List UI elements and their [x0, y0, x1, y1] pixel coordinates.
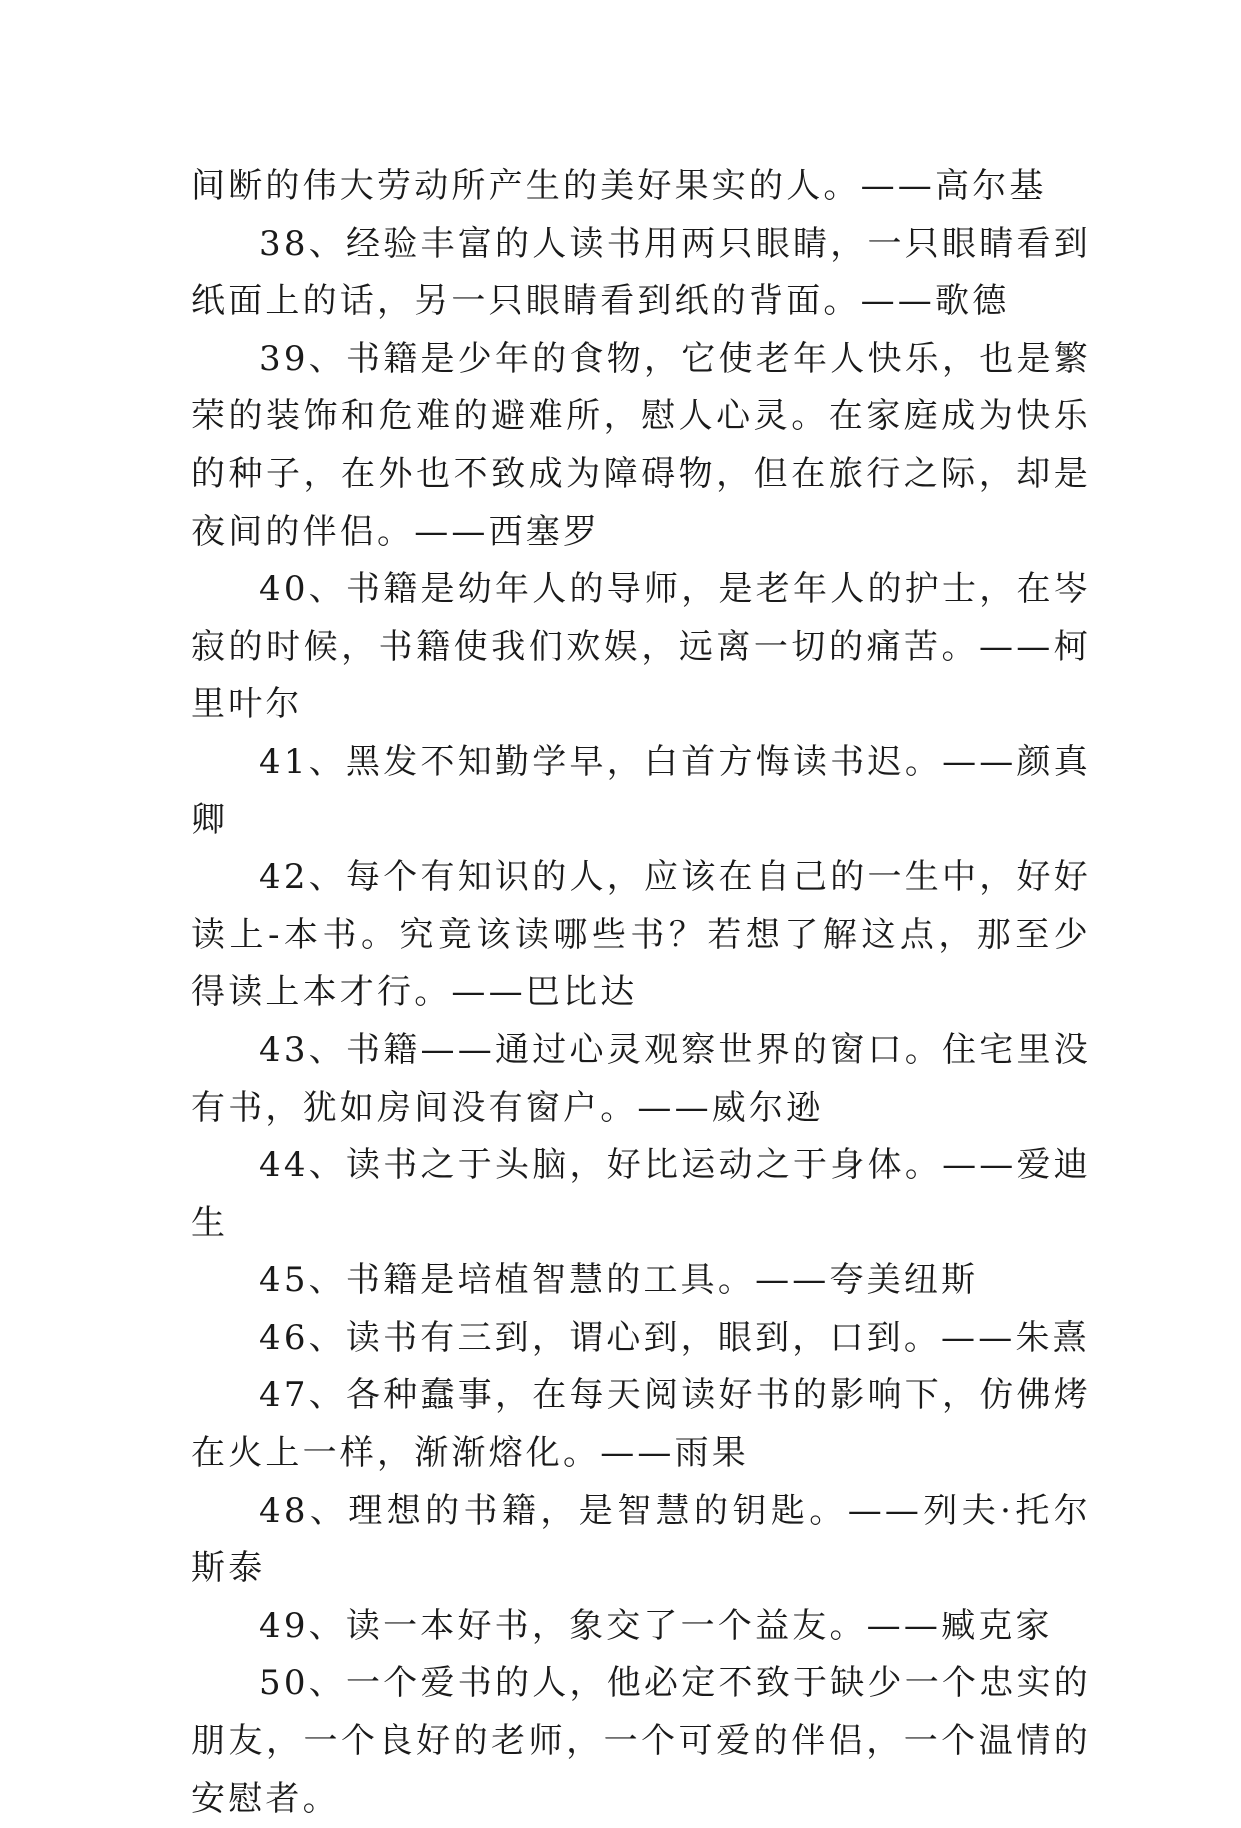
quote-paragraph: [191, 1137, 1091, 1252]
document-body: [191, 158, 1091, 1828]
quote-paragraph: [191, 1022, 1091, 1137]
quote-paragraph: [191, 1310, 1091, 1368]
quote-paragraph: [191, 1483, 1091, 1598]
quote-text: 44、读书之于头脑，好比运动之于身体。——爱迪生: [191, 1145, 1091, 1243]
quote-text: 间断的伟大劳动所产生的美好果实的人。——高尔基: [191, 166, 1047, 206]
quote-paragraph: [191, 331, 1091, 561]
quote-text: 48、理想的书籍，是智慧的钥匙。——列夫·托尔斯泰: [191, 1490, 1091, 1589]
quote-paragraph: [191, 561, 1091, 734]
quote-text: 39、书籍是少年的食物，它使老年人快乐，也是繁荣的装饰和危难的避难所，慰人心灵。在家庭成为快乐的种子，在外也不致成为障碍物，但在旅行之际，却是夜间的伴侣。——西塞罗: [191, 338, 1091, 552]
quote-paragraph: [191, 216, 1091, 331]
quote-paragraph: [191, 734, 1091, 849]
quote-paragraph: [191, 1252, 1091, 1310]
quote-text: 50、一个爱书的人，他必定不致于缺少一个忠实的朋友，一个良好的老师，一个可爱的伴侣，一个温情的安慰者。: [191, 1663, 1091, 1819]
quote-text: 41、黑发不知勤学早，白首方悔读书迟。——颜真卿: [191, 741, 1091, 840]
quote-paragraph: [191, 158, 1091, 216]
quote-paragraph: [191, 1367, 1091, 1482]
quote-text: 42、每个有知识的人，应该在自己的一生中，好好读上-本书。究竟该读哪些书？若想了解这点，那至少得读上本才行。——巴比达: [191, 857, 1091, 1013]
quote-text: 43、书籍——通过心灵观察世界的窗口。住宅里没有书，犹如房间没有窗户。——威尔逊: [191, 1029, 1091, 1128]
quote-paragraph: [191, 1598, 1091, 1656]
quote-text: 47、各种蠢事，在每天阅读好书的影响下，仿佛烤在火上一样，渐渐熔化。——雨果: [191, 1375, 1091, 1474]
quote-paragraph: [191, 1655, 1091, 1828]
quote-text: 49、读一本好书，象交了一个益友。——臧克家: [259, 1605, 1053, 1646]
quote-text: 46、读书有三到，谓心到，眼到，口到。——朱熹: [259, 1317, 1090, 1358]
quote-paragraph: [191, 849, 1091, 1022]
quote-text: 45、书籍是培植智慧的工具。——夸美纽斯: [259, 1260, 979, 1301]
quote-text: 38、经验丰富的人读书用两只眼睛，一只眼睛看到纸面上的话，另一只眼睛看到纸的背面。——歌德: [191, 223, 1091, 322]
quote-text: 40、书籍是幼年人的导师，是老年人的护士，在岑寂的时候，书籍使我们欢娱，远离一切的痛苦。——柯里叶尔: [191, 569, 1091, 725]
